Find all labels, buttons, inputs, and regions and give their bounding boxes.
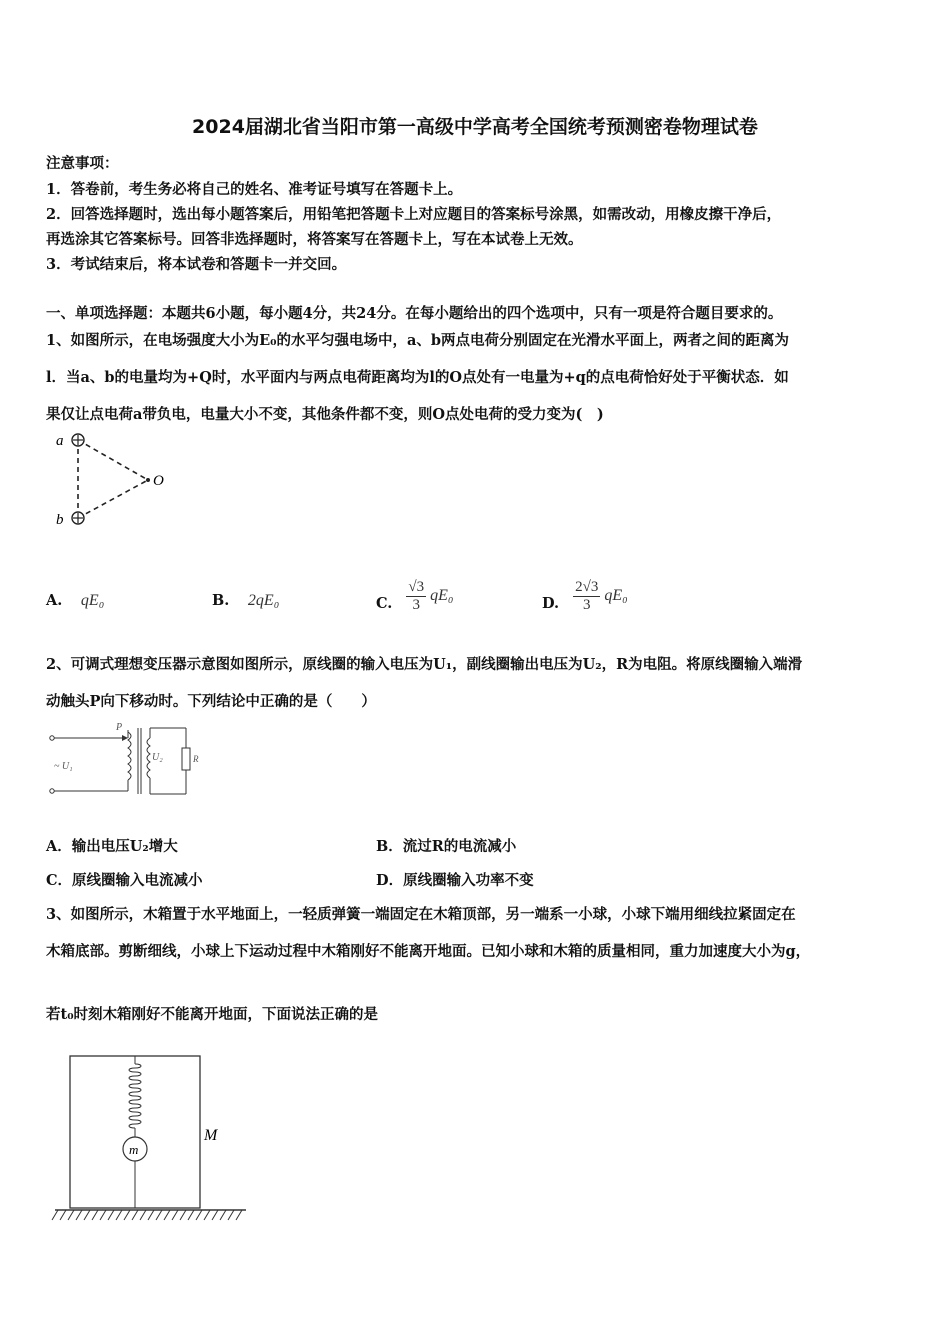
q1-option-b-value: 2qE₀ [247, 592, 280, 609]
q3-text-line-1: 3、如图所示，木箱置于水平地面上，一轻质弹簧一端固定在木箱顶部，另一端系一小球，小球下端用细线拉紧固定在 [46, 906, 796, 923]
q1-option-d-fraction [573, 579, 600, 614]
label-b: b [56, 512, 64, 528]
q1-option-c-fraction [406, 579, 426, 614]
q2-option-b[interactable]: B．流过R的电流减小 [376, 838, 517, 855]
spring-icon [129, 1064, 141, 1128]
label-r: R [193, 754, 199, 764]
notes-item-2-cont: 再选涂其它答案标号。回答非选择题时，将答案写在答题卡上，写在本试卷上无效。 [46, 231, 583, 248]
q2-option-d[interactable]: D．原线圈输入功率不变 [376, 872, 534, 889]
notes-item-2: 2．回答选择题时，选出每小题答案后，用铅笔把答题卡上对应题目的答案标号涂黑，如需改动，用橡皮擦干净后， [46, 206, 782, 223]
notes-item-1: 1．答卷前，考生务必将自己的姓名、准考证号填写在答题卡上。 [46, 181, 463, 198]
q1-text-line-1: 1、如图所示，在电场强度大小为E₀的水平匀强电场中，a、b两点电荷分别固定在光滑水平面上，两者之间的距离为 [46, 332, 790, 349]
q1-option-b-label: B. [212, 592, 230, 609]
ao-dashed-line [78, 440, 148, 480]
section-heading: 一、单项选择题：本题共6小题，每小题4分，共24分。在每小题给出的四个选项中，只有一项是符合题目要求的。 [46, 305, 783, 322]
q1-option-a-value: qE₀ [80, 592, 105, 609]
bo-dashed-line [78, 480, 148, 518]
q3-text-line-2: 木箱底部。剪断细线，小球上下运动过程中木箱刚好不能离开地面。已知小球和木箱的质量相同，重力加速度大小为g， [46, 943, 811, 960]
q1-option-a-label: A. [46, 592, 63, 609]
label-u1: ~ U₁ [54, 761, 73, 772]
label-o: O [153, 473, 164, 489]
label-big-m: M [204, 1127, 218, 1144]
resistor-icon [182, 748, 190, 770]
page-title: 2024届湖北省当阳市第一高级中学高考全国统考预测密卷物理试卷 [192, 116, 758, 138]
q1-figure [50, 428, 180, 528]
q1-option-c[interactable] [376, 572, 453, 620]
q1-option-c-den: 3 [412, 596, 420, 613]
q1-text-line-2: l．当a、b的电量均为+Q时，水平面内与两点电荷距离均为l的O点处有一电量为+q的点电荷恰好处于平衡状态．如 [46, 369, 789, 386]
notes-heading: 注意事项： [46, 155, 119, 172]
label-p: P [116, 722, 123, 733]
q1-option-c-value: qE₀ [430, 587, 454, 604]
q2-transformer-figure [46, 718, 206, 802]
q2-option-a[interactable]: A．输出电压U₂增大 [46, 838, 178, 855]
q3-text-line-3: 若t₀时刻木箱刚好不能离开地面，下面说法正确的是 [46, 1006, 379, 1023]
q2-text-line-1: 2、可调式理想变压器示意图如图所示，原线圈的输入电压为U₁，副线圈输出电压为U₂，R为电阻。将原线圈输入端滑 [46, 656, 803, 673]
notes-item-3: 3．考试结束后，将本试卷和答题卡一并交回。 [46, 256, 347, 273]
point-o-icon [146, 478, 150, 482]
label-u2: U₂ [152, 752, 163, 763]
secondary-coil-icon [147, 738, 150, 778]
q1-option-c-num: √3 [408, 578, 425, 595]
label-a: a [56, 433, 64, 449]
q1-option-b[interactable] [212, 592, 279, 610]
q1-option-d[interactable] [542, 572, 628, 620]
q1-text-line-3: 果仅让点电荷a带负电，电量大小不变，其他条件都不变，则O点处电荷的受力变为( ) [46, 406, 604, 423]
ground-hatch-icon [52, 1210, 242, 1220]
q1-option-d-den: 3 [582, 596, 591, 613]
label-m: m [129, 1142, 139, 1157]
q3-box-spring-figure [50, 1052, 250, 1227]
q2-text-line-2: 动触头P向下移动时。下列结论中正确的是（ ） [46, 693, 376, 710]
q1-option-a[interactable] [46, 592, 104, 610]
q1-option-c-label: C. [376, 594, 393, 612]
q1-option-d-value: qE₀ [604, 587, 628, 604]
primary-coil-icon [128, 732, 131, 780]
q1-option-d-label: D. [542, 594, 560, 612]
slider-arrow-icon [122, 735, 128, 741]
q1-option-d-num: 2√3 [575, 578, 599, 595]
q2-option-c[interactable]: C．原线圈输入电流减小 [46, 872, 203, 889]
